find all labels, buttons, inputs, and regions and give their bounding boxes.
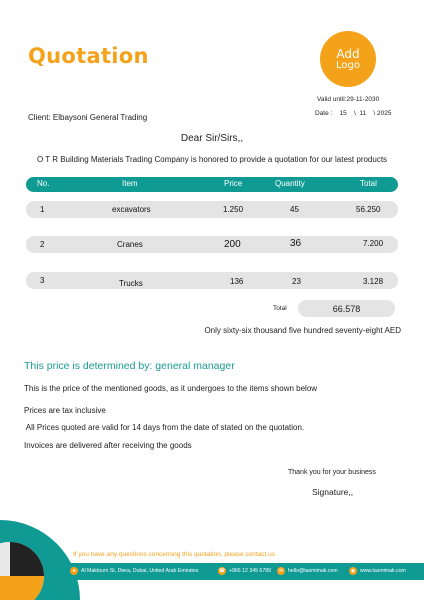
row-price: 1.250	[223, 205, 244, 214]
client-name: Client: Elbaysoni General Trading	[28, 113, 148, 122]
valid-until: Valid until:29-11-2030	[317, 96, 380, 103]
row-no: 2	[40, 240, 45, 249]
logo-line-1: Add	[336, 46, 360, 61]
thanks-text: Thank you for your business	[288, 469, 376, 476]
quotation-date: Date : 15 \ 11 \ 2025	[315, 110, 392, 117]
header-quantity: Quantity	[275, 179, 305, 188]
total-in-words: Only sixty-six thousand five hundred seventy-eight AED	[204, 326, 401, 335]
intro-text: O T R Building Materials Trading Company is honored to provide a quotation for our latest products	[36, 155, 388, 164]
header-no: No.	[37, 179, 50, 188]
header-total: Total	[360, 179, 377, 188]
contact-note: If you have any questions concerning this quotation, please contact us	[73, 551, 275, 558]
phone-text: +966 12 345 6789	[229, 568, 271, 574]
row-item: excavators	[112, 205, 151, 214]
table-row	[26, 272, 398, 289]
determined-by: This price is determined by: general manager	[24, 360, 235, 372]
row-total: 56.250	[356, 205, 381, 214]
signature-label: Signature,,	[312, 487, 354, 497]
table-header	[26, 177, 398, 192]
footer-bar	[64, 563, 424, 580]
logo-line-2: Logo	[336, 59, 360, 71]
row-quantity: 36	[290, 238, 302, 249]
web-icon: ◉	[350, 568, 356, 574]
row-no: 1	[40, 205, 45, 214]
note-goods: This is the price of the mentioned goods, as it undergoes to the items shown below	[24, 384, 318, 393]
note-tax: Prices are tax inclusive	[24, 406, 106, 415]
row-total: 7.200	[363, 239, 384, 248]
greeting: Dear Sir/Sirs,,	[180, 133, 244, 144]
footer-website[interactable]	[349, 567, 406, 575]
row-item: Trucks	[119, 279, 143, 288]
row-quantity: 45	[290, 205, 299, 214]
email-text[interactable]: hello@tasmimak.com	[288, 568, 338, 574]
address-text: Al Maktoum St, Diera, Dubai, United Arab Emirates	[81, 568, 199, 574]
location-icon: ●	[70, 567, 78, 575]
footer-phone	[218, 567, 271, 575]
row-quantity: 23	[292, 277, 301, 286]
row-total: 3.128	[363, 277, 384, 286]
row-item: Cranes	[117, 240, 143, 249]
total-value: 66.578	[298, 300, 395, 317]
website-text[interactable]: www.tasmimak.com	[360, 568, 406, 574]
row-no: 3	[40, 276, 45, 285]
header-item: Item	[122, 179, 138, 188]
logo-placeholder	[320, 31, 376, 87]
note-invoices: Invoices are delivered after receiving the goods	[24, 441, 192, 450]
table-row	[26, 201, 398, 218]
footer-address	[70, 567, 198, 575]
phone-icon: ☎	[218, 568, 226, 574]
table-row	[26, 236, 398, 253]
total-label: Total	[273, 305, 287, 312]
email-icon: ✉	[278, 568, 284, 574]
footer-email[interactable]	[277, 567, 338, 575]
note-validity: All Prices quoted are valid for 14 days from the date of stated on the quotation.	[24, 423, 305, 432]
row-price: 200	[224, 239, 241, 250]
corner-decoration	[0, 520, 80, 600]
header-price: Price	[224, 179, 243, 188]
row-price: 136	[230, 277, 244, 286]
document-title: Quotation	[28, 44, 149, 68]
